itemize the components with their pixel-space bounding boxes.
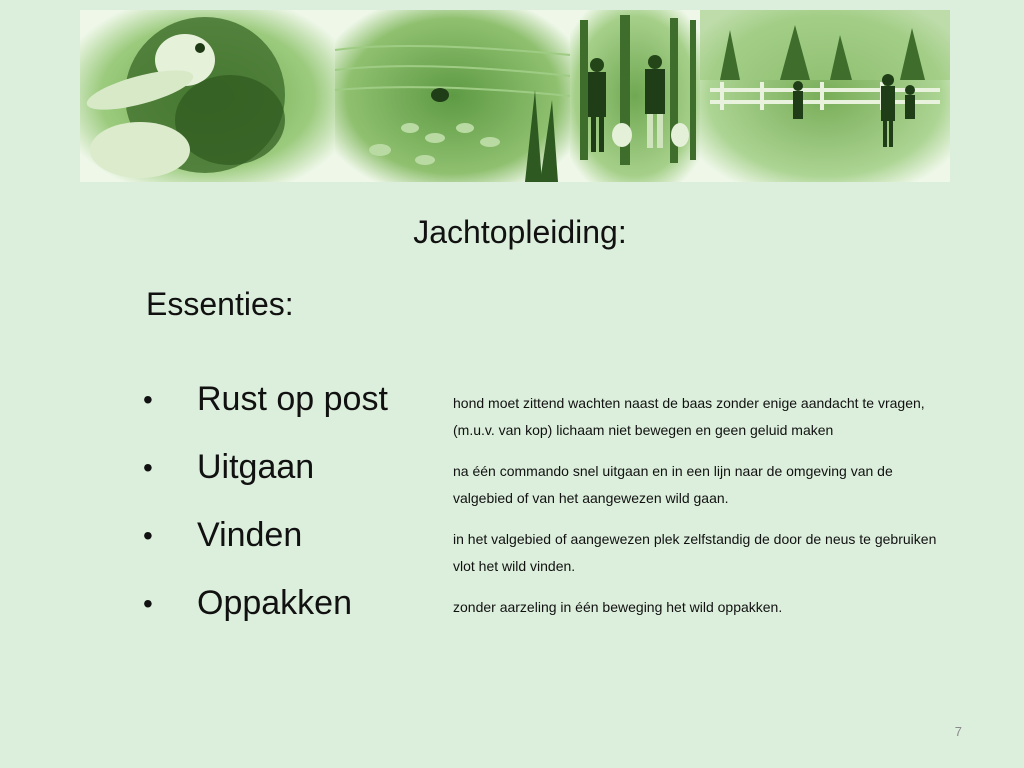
dog-retrieving-bird-photo [80,10,335,182]
list-item [0,380,1024,444]
item-description: hond moet zittend wachten naast de baas zonder enige aandacht te vragen, (m.u.v. van kop) lichaam niet bewegen en geen geluid maken [453,395,925,438]
item-term: Vinden [197,516,303,554]
slide-title: Jachtopleiding: [413,214,627,250]
list-item [0,448,1024,512]
water-lily-photo [335,10,570,182]
bullet-icon: • [143,588,153,619]
item-term: Rust op post [197,380,388,418]
item-term: Uitgaan [197,448,315,486]
item-description: na één commando snel uitgaan en in een lijn naar de omgeving van de valgebied of van het aangewezen wild gaan. [453,463,893,506]
training-field-photo [700,10,950,182]
trainers-forest-photo [570,10,700,182]
slide-subtitle: Essenties: [146,286,294,322]
bullet-icon: • [143,520,153,551]
page-number: 7 [954,724,962,739]
bullet-icon: • [143,452,153,483]
list-item [0,584,1024,648]
photo-banner-collage [80,10,950,182]
bullet-icon: • [143,384,153,415]
item-term: Oppakken [197,584,352,622]
item-description: in het valgebied of aangewezen plek zelfstandig de door de neus te gebruiken vlot het wild vinden. [453,531,937,574]
list-item [0,516,1024,580]
item-description: zonder aarzeling in één beweging het wild oppakken. [453,599,783,615]
photo-banner [80,10,950,182]
